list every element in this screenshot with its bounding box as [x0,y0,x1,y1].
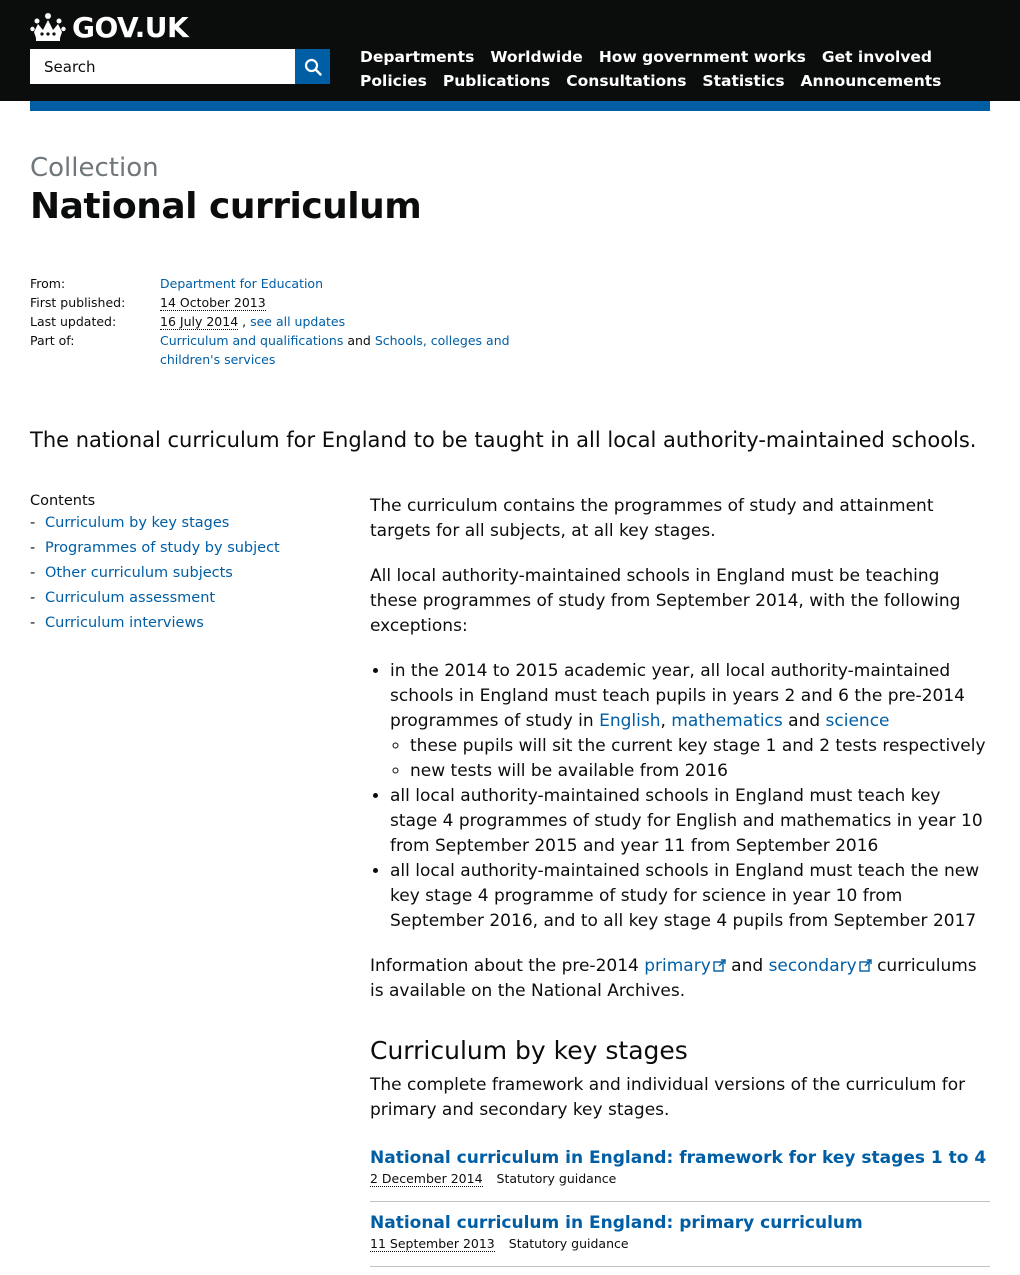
search-input[interactable] [30,49,295,84]
publication-metadata [30,274,570,369]
meta-last-updated [30,312,570,331]
nav-policies[interactable]: Policies [360,72,427,90]
contents-link-key-stages[interactable]: Curriculum by key stages [45,515,230,531]
section-title-key-stages: Curriculum by key stages [370,1036,688,1065]
contents-link-assessment[interactable]: Curriculum assessment [45,590,216,606]
meta-part-of-label: Part of: [30,333,75,348]
nav-row-primary [360,45,980,69]
science-link[interactable]: science [825,711,890,731]
meta-last-updated-label: Last updated: [30,314,117,329]
contents-item: - Curriculum interviews [30,615,330,640]
sub-item-2: ◦ new tests will be available from 2016 [410,759,990,784]
document-meta [370,1171,990,1186]
document-item [370,1145,990,1202]
nav-publications[interactable]: Publications [442,72,551,90]
lead-paragraph: The national curriculum for England to be taught in all local authority-maintained schools. [30,428,977,452]
contents-link-interviews[interactable]: Curriculum interviews [45,615,204,631]
page-kicker: Collection [30,153,159,183]
document-meta [370,1236,990,1251]
collection-body [370,494,990,1024]
body-paragraph-3: Information about the pre-2014 primary and secondary curriculums is available on the National Archives. [370,956,977,1001]
mathematics-link[interactable]: mathematics [671,711,783,731]
topic-link-curriculum[interactable]: Curriculum and qualifications [160,333,344,348]
document-type: Statutory guidance [496,1171,617,1186]
see-all-updates-link[interactable]: see all updates [250,314,346,329]
first-published-date: 14 October 2013 [160,295,266,310]
main-navigation [360,45,980,93]
exception-item-3: • all local authority-maintained schools in England must teach the new key stage 4 programme of study for science in year 10 from September 2016, and to all key stage 4 pupils from September 2017 [390,859,990,934]
crown-icon [30,12,66,42]
nav-get-involved[interactable]: Get involved [821,48,933,66]
header-accent-bar [30,101,990,111]
meta-separator: , [238,314,251,329]
meta-from-label: From: [30,276,66,291]
body-paragraph-1: The curriculum contains the programmes of study and attainment targets for all subjects, at all key stages. [370,496,934,541]
contents-item: - Programmes of study by subject [30,540,330,565]
nav-statistics[interactable]: Statistics [702,72,785,90]
nav-departments[interactable]: Departments [360,48,475,66]
document-title-link[interactable]: National curriculum in England: framework for key stages 1 to 4 [370,1148,987,1168]
site-header [0,0,1020,101]
search-icon [304,58,322,76]
nav-worldwide[interactable]: Worldwide [490,48,583,66]
contents-nav [30,493,330,640]
document-date: 11 September 2013 [370,1236,495,1251]
external-link-icon [713,959,726,972]
meta-first-published [30,293,570,312]
contents-item: - Curriculum by key stages [30,515,330,540]
contents-item: - Curriculum assessment [30,590,330,615]
nav-how-government-works[interactable]: How government works [598,48,806,66]
exception-item-1: • in the 2014 to 2015 academic year, all local authority-maintained schools in England must teach pupils in years 2 and 6 the pre-2014 programmes of study in English, mathematics and science ◦ these pupils will sit the current key stage 1 and 2 tests respectively ◦ new tests will be available from 2016 [390,659,990,784]
body-paragraph-2: All local authority-maintained schools in England must be teaching these programmes of study from September 2014, with the following exceptions: [370,566,961,636]
meta-from [30,274,570,293]
secondary-archive-link[interactable]: secondary [769,956,872,976]
contents-title: Contents [30,493,96,509]
sub-item-1: ◦ these pupils will sit the current key stage 1 and 2 tests respectively [410,734,990,759]
section-description: The complete framework and individual versions of the curriculum for primary and secondary key stages. [370,1075,966,1120]
contents-link-other-subjects[interactable]: Other curriculum subjects [45,565,233,581]
contents-item: - Other curriculum subjects [30,565,330,590]
english-link[interactable]: English [599,711,661,731]
external-link-icon [859,959,872,972]
meta-and: and [343,333,375,348]
meta-first-published-label: First published: [30,295,126,310]
exceptions-list [370,659,990,934]
last-updated-date: 16 July 2014 [160,314,239,329]
nav-consultations[interactable]: Consultations [566,72,687,90]
logo-text: GOV.UK [72,10,189,44]
document-date: 2 December 2014 [370,1171,483,1186]
department-link[interactable]: Department for Education [160,276,324,291]
document-list [370,1145,990,1275]
search-button[interactable] [295,49,330,84]
document-title-link[interactable]: National curriculum in England: primary curriculum [370,1213,863,1233]
govuk-logo-link[interactable] [30,10,188,44]
document-type: Statutory guidance [508,1236,629,1251]
exception-item-2: • all local authority-maintained schools in England must teach key stage 4 programmes of study for English and mathematics in year 10 from September 2015 and year 11 from September 2016 [390,784,990,859]
contents-link-programmes[interactable]: Programmes of study by subject [45,540,280,556]
nav-announcements[interactable]: Announcements [800,72,942,90]
document-item [370,1210,990,1267]
exception-sublist [390,734,990,784]
primary-archive-link[interactable]: primary [644,956,726,976]
page-title: National curriculum [30,186,422,227]
meta-part-of [30,331,570,369]
nav-row-secondary [360,69,980,93]
topic-link-schools[interactable]: Schools, colleges and children's services [160,333,510,367]
